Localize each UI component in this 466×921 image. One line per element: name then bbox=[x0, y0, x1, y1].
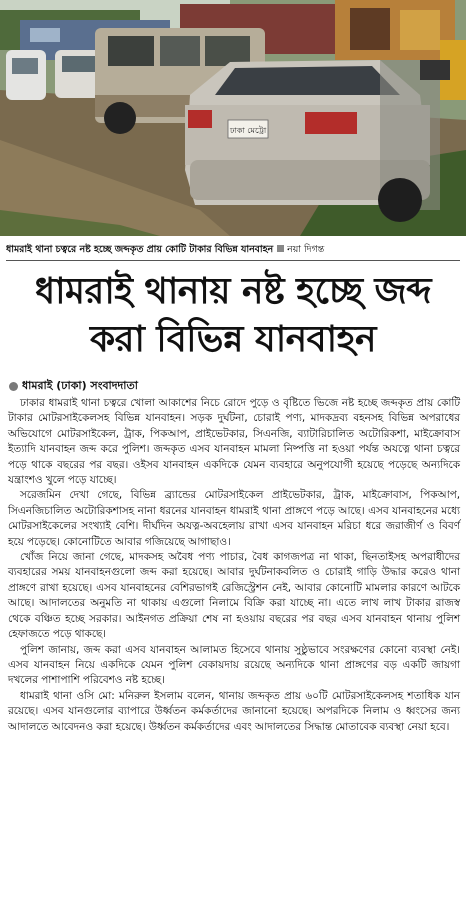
license-plate-text: ঢাকা মেট্রো bbox=[230, 126, 267, 135]
paragraph: খোঁজ নিয়ে জানা গেছে, মাদকসহ অবৈধ পণ্য পাচার, বৈধ কাগজপত্র না থাকা, ছিনতাইসহ অপরাধীদের ব্যবহারের সময় যানবাহনগুলো জব্দ করা হয়েছে। আবার দুর্ঘটনাকবলিত ও চোরাই গাড়ি উদ্ধার করেও থানা প্রাঙ্গণে রাখা হয়েছে। এসব যানবাহনের বেশিরভাগই রেজিস্ট্রেশন নেই, আবার কোনোটি মামলার কারণে আটকে আছে। আদালতের অনুমতি না থাকায় এগুলো নিলামে বিক্রি করা যাচ্ছে না। এতে লাখ লাখ টাকার রাজস্ব থেকে বঞ্চিত হচ্ছে সরকার। আইনগত প্রক্রিয়া শেষ না হওয়ায় বছরের পর বছর এসব যানবাহন থানায় পুলিশ হেফাজতে পড়ে থাকছে। bbox=[8, 551, 460, 641]
article-body bbox=[8, 396, 460, 735]
article-headline bbox=[6, 268, 460, 364]
headline-line-1: ধামরাই থানায় নষ্ট হচ্ছে জব্দ bbox=[34, 271, 432, 312]
paragraph: পুলিশ জানায়, জব্দ করা এসব যানবাহন আলামত হিসেবে থানায় সুষ্ঠুভাবে সংরক্ষণের কোনো ব্যবস্থা নেই। এসব যানবাহন নিয়ে একদিকে যেমন পুলিশ বেকায়দায় রয়েছে অন্যদিকে থানা প্রাঙ্গণের বড় একটি জায়গা দখলের পাশাপাশি পরিবেশও নষ্ট হচ্ছে। bbox=[8, 643, 460, 687]
square-bullet-icon bbox=[277, 245, 284, 252]
divider bbox=[6, 260, 460, 261]
headline-line-2: করা বিভিন্ন যানবাহন bbox=[89, 319, 377, 360]
photo-caption bbox=[6, 243, 462, 257]
paragraph: ধামরাই থানা ওসি মো: মনিরুল ইসলাম বলেন, থানায় জব্দকৃত প্রায় ৬০টি মোটরসাইকেলসহ শতাধিক যান রয়েছে। এসব যানগুলোর ব্যাপারে উর্ধ্বতন কর্মকর্তাদের জানানো হয়েছে। অপরদিকে নিলাম ও ধ্বংসের জন্য আদালতে আবেদনও করা হয়েছে। উর্ধ্বতন কর্মকর্তাদের এবং আদালতের সিদ্ধান্ত মোতাবেক ব্যবস্থা নেয়া হবে। bbox=[8, 689, 460, 733]
paragraph: ঢাকার ধামরাই থানা চত্বরে খোলা আকাশের নিচে রোদে পুড়ে ও বৃষ্টিতে ভিজে নষ্ট হচ্ছে জব্দকৃত প্রায় কোটি টাকার মোটরসাইকেলসহ বিভিন্ন যানবাহন। সড়ক দুর্ঘটনা, চোরাই পণ্য, মাদকদ্রব্য বহনসহ বিভিন্ন অপরাধের অভিযোগে মোটরসাইকেল, ট্রাক, পিকআপ, প্রাইভেটকার, সিএনজি, ব্যাটারিচালিত অটোরিকশা, মাইক্রোবাস ইত্যাদি যানবাহন জব্দ করে পুলিশ। জব্দকৃত এসব যানবাহন মামলা নিষ্পত্তি না হওয়া পর্যন্ত অযত্নে থানা চত্বরে পড়ে থাকে বছরের পর বছর। ওইসব যানবাহন একদিকে যেমন ব্যবহারে অনুপযোগী হয়েছে পড়েছে অন্যদিকে যন্ত্রাংশও খুলে পড়ে যাচ্ছে। bbox=[8, 397, 460, 487]
caption-source: নয়া দিগন্ত bbox=[287, 244, 325, 255]
byline bbox=[9, 377, 138, 396]
news-photo bbox=[0, 0, 466, 236]
byline-text: ধামরাই (ঢাকা) সংবাদদাতা bbox=[22, 379, 138, 392]
caption-text: ধামরাই থানা চত্বরে নষ্ট হচ্ছে জব্দকৃত প্রায় কোটি টাকার বিভিন্ন যানবাহন bbox=[6, 244, 274, 255]
paragraph: সরেজমিন দেখা গেছে, বিভিন্ন ব্র্যান্ডের মোটরসাইকেল প্রাইভেটকার, ট্রাক, মাইক্রোবাস, পিকআপ, সিএনজিচালিত অটোরিকশাসহ নানা ধরনের যানবাহন ধামরাই থানা প্রাঙ্গণে পড়ে আছে। এসব যানবাহনের মধ্যে মোটরসাইকেলের সংখ্যাই বেশি। দীর্ঘদিন অযত্ন-অবহেলায় রাখা এসব যানবাহন মরিচা ধরে জরাজীর্ণ ও বিবর্ণ হয়ে পড়েছে। কোনোটিতে আবার গজিয়েছে আগাছাও। bbox=[8, 489, 460, 548]
bullet-dot-icon bbox=[9, 382, 18, 391]
